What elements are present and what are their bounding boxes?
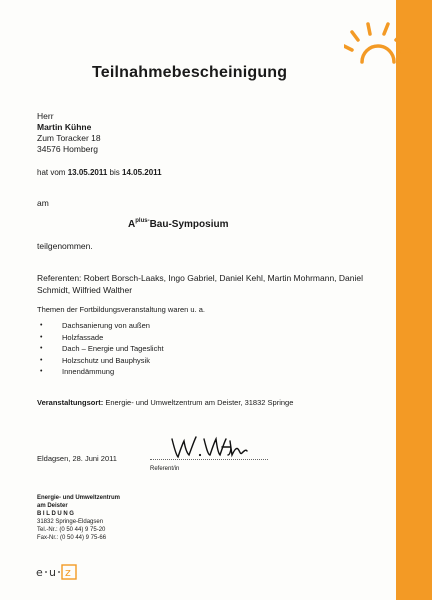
- recipient-name: Martin Kühne: [37, 122, 92, 132]
- footer-org-line1: Energie- und Umweltzentrum: [37, 495, 121, 501]
- topic-item: [40, 343, 164, 355]
- venue-label: Veranstaltungsort:: [37, 398, 104, 407]
- period-mid: bis: [109, 168, 120, 177]
- bullet-icon: •: [40, 345, 43, 352]
- period-to: 14.05.2011: [122, 168, 162, 177]
- document-title: Teilnahmebescheinigung: [92, 64, 288, 81]
- place-date: Eldagsen, 28. Juni 2011: [37, 454, 117, 463]
- period-prefix: hat vom: [37, 168, 66, 177]
- event-name-prefix: A: [128, 219, 136, 230]
- recipient-salutation: Herr: [37, 111, 54, 121]
- sun-icon: [344, 22, 410, 78]
- topic-item: [40, 355, 164, 367]
- period-from: 13.05.2011: [67, 168, 108, 177]
- event-name-main: Bau-Symposium: [149, 219, 229, 230]
- svg-text:u: u: [49, 566, 56, 579]
- topic-item: [40, 332, 164, 344]
- speakers-list: Referenten: Robert Borsch-Laaks, Ingo Gabriel, Daniel Kehl, Martin Mohrmann, Daniel Schmidt, Wilfried Walther: [37, 273, 363, 295]
- svg-text:z: z: [65, 566, 71, 579]
- signature-line: [150, 459, 268, 460]
- venue-value: Energie- und Umweltzentrum am Deister, 31832 Springe: [105, 398, 294, 407]
- topic-item: [40, 366, 164, 378]
- venue-line: [37, 398, 293, 407]
- topic-label: Holzfassade: [62, 332, 104, 342]
- event-name: [128, 218, 228, 230]
- topic-label: Holzschutz und Bauphysik: [62, 355, 150, 365]
- event-name-sup: plus-: [135, 218, 150, 224]
- bullet-icon: •: [40, 356, 43, 364]
- footer-organization: [37, 494, 120, 542]
- topic-label: Dachsanierung von außen: [62, 321, 150, 330]
- topic-label: Innendämmung: [62, 367, 115, 376]
- signature-label: Referent/in: [150, 466, 180, 472]
- bullet-icon: •: [40, 368, 43, 375]
- footer-phone: Tel.-Nr.: (0 50 44) 9 75-20: [37, 527, 106, 533]
- recipient-street: Zum Toracker 18: [37, 133, 101, 143]
- topic-item: [40, 320, 164, 332]
- attendance-period: [37, 168, 162, 177]
- topic-label: Dach – Energie und Tageslicht: [62, 344, 164, 353]
- recipient-city: 34576 Homberg: [37, 144, 98, 154]
- footer-bildung: BILDUNG: [37, 511, 76, 517]
- euz-logo: [34, 563, 82, 581]
- am-label: am: [37, 198, 49, 208]
- orange-side-bar: [396, 0, 432, 600]
- footer-fax: Fax-Nr.: (0 50 44) 9 75-66: [37, 535, 107, 541]
- footer-address: 31832 Springe-Eldagsen: [37, 519, 104, 525]
- recipient-address: [37, 111, 101, 155]
- footer-org-line2: am Deister: [37, 503, 68, 509]
- topics-list: [40, 320, 164, 378]
- bullet-icon: •: [40, 333, 43, 341]
- bullet-icon: •: [40, 322, 43, 329]
- participated-text: teilgenommen.: [37, 241, 93, 251]
- svg-text:e: e: [36, 566, 43, 579]
- topics-intro: Themen der Fortbildungsveranstaltung waren u. a.: [37, 305, 206, 314]
